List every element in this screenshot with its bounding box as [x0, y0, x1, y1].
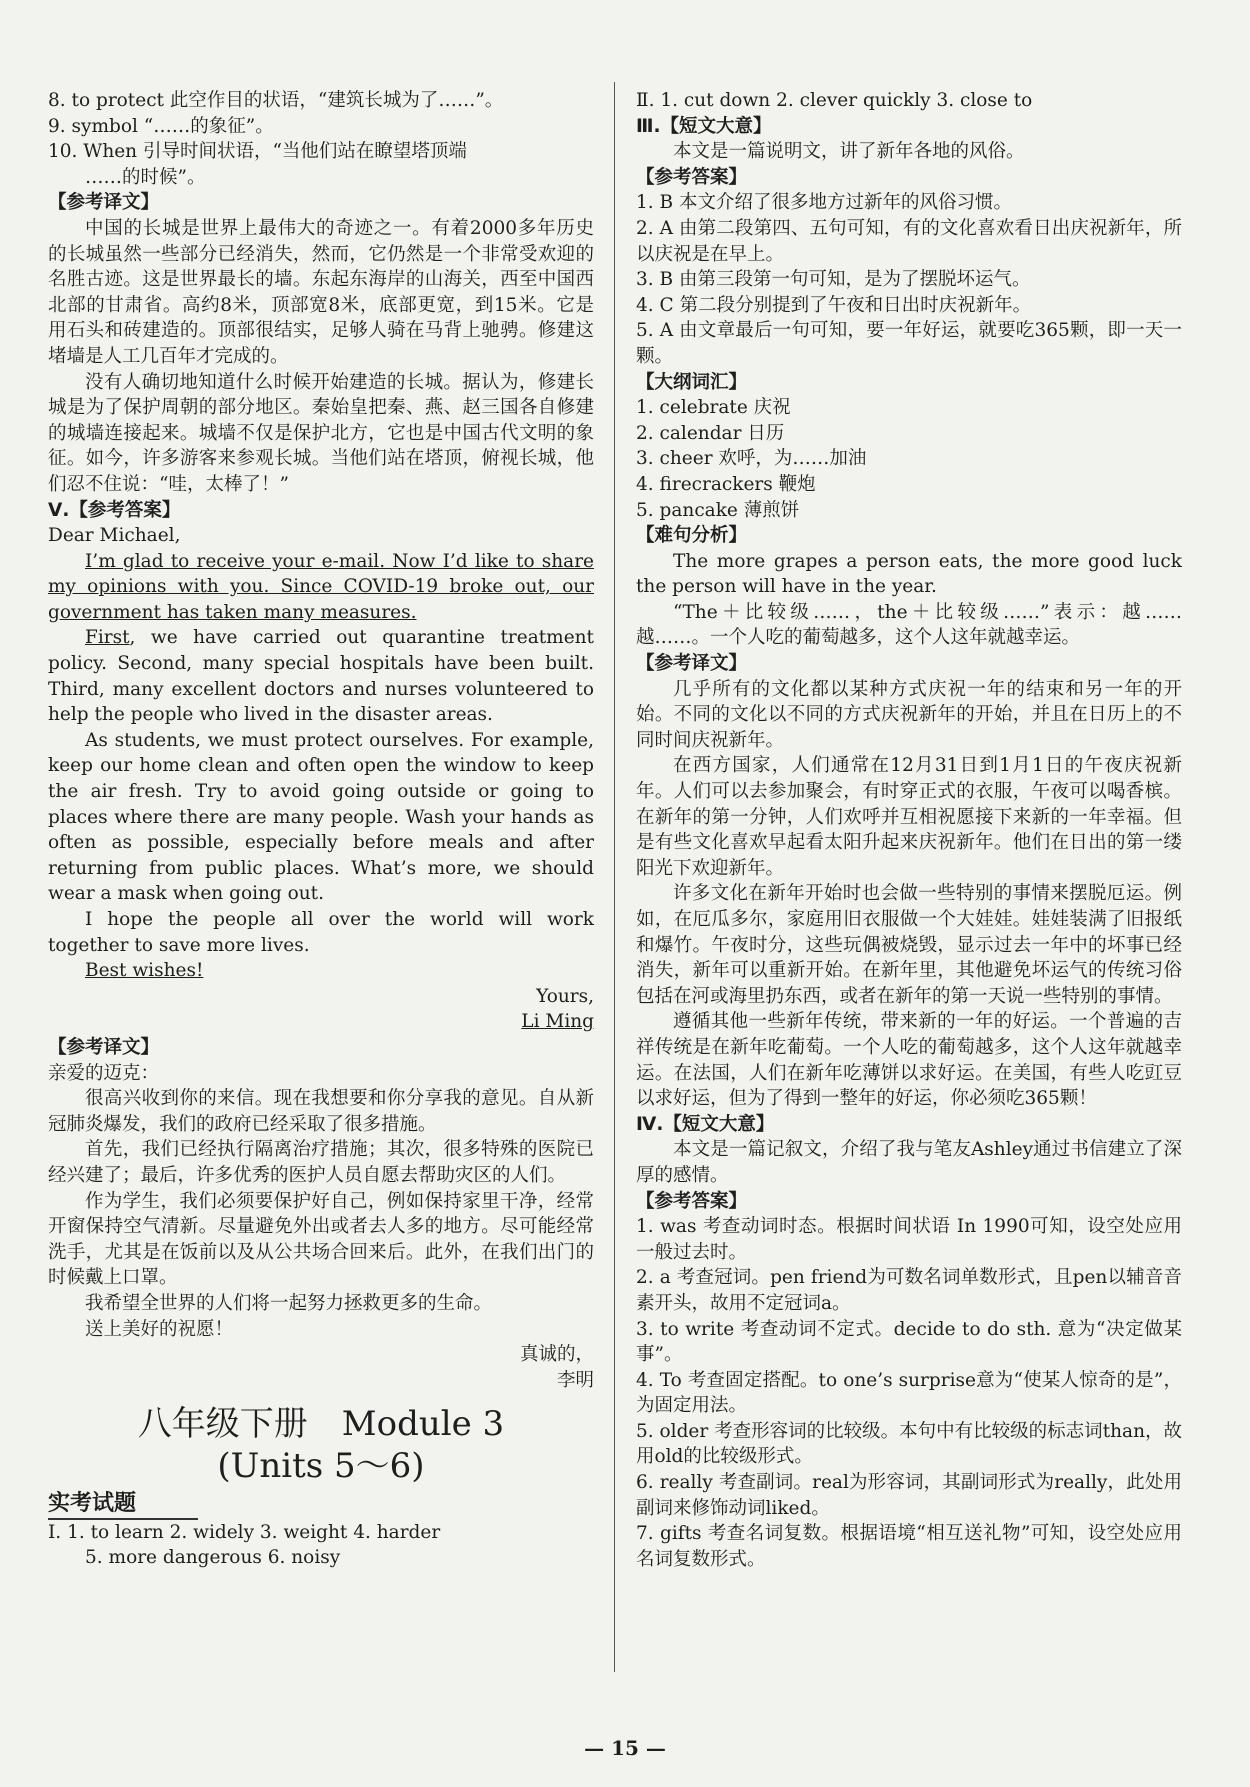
section-iii-answer-4: 4. C 第二段分别提到了午夜和日出时庆祝新年。	[636, 294, 1032, 316]
vocab-item: 1. celebrate 庆祝	[636, 397, 791, 419]
section-iv-answer-3: 3. to write 考查动词不定式。decide to do sth. 意为“决定做某事”。	[636, 1318, 1182, 1366]
letter-intro: I’m glad to receive your e-mail. Now I’d like to share my opinions with you. Since COVID-19 broke out, our government has taken many measures.	[48, 550, 594, 623]
translation-para-4: 遵循其他一些新年传统，带来新的一年的好运。一个普遍的吉祥传统是在新年吃葡萄。一个人吃的葡萄越多，这个人这年就越幸运。在法国，人们在新年吃薄饼以求好运。在美国，有些人吃豇豆以求好运，但为了得到一整年的好运，你必须吃365颗！	[636, 1011, 1182, 1110]
translation2-greeting: 亲爱的迈克：	[48, 1062, 160, 1084]
translation2-para-1: 很高兴收到你的来信。现在我想要和你分享我的意见。自从新冠肺炎爆发，我们的政府已经采取了很多措施。	[48, 1088, 594, 1135]
letter-para-3: As students, we must protect ourselves. For example, keep our home clean and often open the window to keep the air fresh. Try to avoid going outside or going to places where there are many people. Wash your hands as often as possible, especially before meals and after returning from public places. What’s more, we should wear a mask when going out.	[48, 729, 594, 905]
letter-first-word: First	[85, 627, 130, 649]
letter-sign-1: Yours,	[536, 985, 594, 1007]
column-divider	[614, 82, 615, 1672]
section-iii-answer-2: 2. A 由第二段第四、五句可知，有的文化喜欢看日出庆祝新年，所以庆祝是在早上。	[636, 217, 1182, 265]
translation-para-1: 几乎所有的文化都以某种方式庆祝一年的结束和另一年的开始。不同的文化以不同的方式庆祝新年的开始，并且在日历上的不同时间庆祝新年。	[636, 678, 1182, 751]
difficult-analysis: “The＋比较级……，the＋比较级……”表示：越……越……。一个人吃的葡萄越多，这个人这年就越幸运。	[636, 601, 1182, 649]
vocab-header: 【大纲词汇】	[636, 371, 748, 393]
note-8: 8. to protect 此空作目的状语，“建筑长城为了……”。	[48, 90, 504, 111]
module-title: 八年级下册 Module 3	[137, 1404, 505, 1445]
section-iv-answer-1: 1. was 考查动词时态。根据时间状语 In 1990可知，设空处应用一般过去时。	[636, 1216, 1182, 1263]
letter-para-2-text: , we have carried out quarantine treatment policy. Second, many special hospitals have been built. Third, many excellent doctors and nurses volunteered to help the people who lived in the disaster areas.	[48, 627, 594, 726]
page-number: — 15 —	[584, 1736, 666, 1760]
vocab-item: 5. pancake 薄煎饼	[636, 499, 800, 521]
letter-greeting: Dear Michael,	[48, 525, 181, 547]
translation-para-2: 在西方国家，人们通常在12月31日到1月1日的午夜庆祝新年。人们可以去参加聚会，有时穿正式的衣服，午夜可以喝香槟。在新年的第一分钟，人们欢呼并互相祝愿接下来新的一年幸福。但是有些文化喜欢早起看太阳升起来庆祝新年。他们在日出的第一缕阳光下欢迎新年。	[636, 755, 1182, 879]
translation-header: 【参考译文】	[636, 653, 748, 675]
section-iii-answer-5: 5. A 由文章最后一句可知，要一年好运，就要吃365颗，即一天一颗。	[636, 320, 1182, 367]
section-iv-answer-header: 【参考答案】	[636, 1190, 748, 1212]
letter-closing: Best wishes!	[85, 960, 204, 982]
note-10-cont: ……的时候”。	[85, 166, 206, 188]
vocab-item: 2. calendar 日历	[636, 422, 785, 444]
translation-para-3: 许多文化在新年开始时也会做一些特别的事情来摆脱厄运。例如，在厄瓜多尔，家庭用旧衣服做一个大娃娃。娃娃装满了旧报纸和爆竹。午夜时分，这些玩偶被烧毁，显示过去一年中的坏事已经消失，新年可以重新开始。在新年里，其他避免坏运气的传统习俗包括在河或海里扔东西，或者在新年的第一天说一些特别的事情。	[636, 883, 1182, 1007]
left-column	[48, 88, 594, 1571]
letter-para-2	[48, 625, 594, 727]
vocab-item: 4. firecrackers 鞭炮	[636, 473, 816, 495]
translation2-para-4: 我希望全世界的人们将一起努力拯救更多的生命。	[85, 1292, 493, 1314]
section-iv-summary: 本文是一篇记叙文，介绍了我与笔友Ashley通过书信建立了深厚的感情。	[636, 1139, 1182, 1186]
section-iii-header: Ⅲ.【短文大意】	[636, 115, 772, 137]
section-iv-answer-5: 5. older 考查形容词的比较级。本句中有比较级的标志词than，故用old的比较级形式。	[636, 1420, 1182, 1468]
section-iii-summary: 本文是一篇说明文，讲了新年各地的风俗。	[673, 141, 1025, 163]
right-column	[636, 88, 1182, 1572]
module-subtitle: (Units 5～6)	[217, 1446, 425, 1487]
letter-sign-2: Li Ming	[521, 1011, 594, 1033]
section-iii-answer-1: 1. B 本文介绍了很多地方过新年的风俗习惯。	[636, 192, 1013, 214]
vocab-item: 3. cheer 欢呼，为……加油	[636, 448, 867, 470]
translation1-para-2: 没有人确切地知道什么时候开始建造的长城。据认为，修建长城是为了保护周朝的部分地区。秦始皇把秦、燕、赵三国各自修建的城墙连接起来。城墙不仅是保护北方，它也是中国古代文明的象征。如今，许多游客来参观长城。当他们站在塔顶，俯视长城，他们忍不住说：“哇，太棒了！”	[48, 371, 594, 495]
section-iii-answer-3: 3. B 由第三段第一句可知，是为了摆脱坏运气。	[636, 269, 1031, 291]
answers-i-line-1: Ⅰ. 1. to learn 2. widely 3. weight 4. harder	[48, 1521, 441, 1543]
translation1-header: 【参考译文】	[48, 192, 160, 214]
note-9: 9. symbol “……的象征”。	[48, 115, 274, 137]
answers-ii: Ⅱ. 1. cut down 2. clever quickly 3. close to	[636, 90, 1033, 111]
section-iv-answer-7: 7. gifts 考查名词复数。根据语境“相互送礼物”可知，设空处应用名词复数形式。	[636, 1523, 1182, 1570]
translation1-para-1: 中国的长城是世界上最伟大的奇迹之一。有着2000多年历史的长城虽然一些部分已经消失，然而，它仍然是一个非常受欢迎的名胜古迹。这是世界最长的墙。东起东海岸的山海关，西至中国西北部的甘肃省。高约8米，顶部宽8米，底部更宽，到15米。它是用石头和砖建造的。顶部很结实，足够人骑在马背上驰骋。修建这堵墙是人工几百年才完成的。	[48, 217, 594, 367]
section-iii-answer-header: 【参考答案】	[636, 166, 748, 188]
difficult-header: 【难句分析】	[636, 525, 748, 547]
section-iv-answer-4: 4. To 考查固定搭配。to one’s surprise意为“使某人惊奇的是”，为固定用法。	[636, 1369, 1182, 1417]
note-10: 10. When 引导时间状语，“当他们站在瞭望塔顶端	[48, 141, 467, 163]
translation2-para-3: 作为学生，我们必须要保护好自己，例如保持家里干净，经常开窗保持空气清新。尽量避免外出或者去人多的地方。尽可能经常洗手，尤其是在饭前以及从公共场合回来后。此外，在我们出门的时候戴上口罩。	[48, 1190, 594, 1289]
translation2-header: 【参考译文】	[48, 1036, 160, 1058]
translation2-sign-2: 李明	[556, 1369, 594, 1391]
difficult-sentence: The more grapes a person eats, the more good luck the person will have in the year.	[636, 550, 1182, 598]
section-title: 实考试题	[48, 1491, 198, 1520]
section-iv-answer-2: 2. a 考查冠词。pen friend为可数名词单数形式，且pen以辅音音素开头，故用不定冠词a。	[636, 1267, 1182, 1314]
translation2-sign-1: 真诚的，	[519, 1344, 594, 1366]
translation2-para-2: 首先，我们已经执行隔离治疗措施；其次，很多特殊的医院已经兴建了；最后，许多优秀的医护人员自愿去帮助灾区的人们。	[48, 1139, 594, 1186]
answers-i-line-2: 5. more dangerous 6. noisy	[85, 1547, 341, 1569]
letter-para-4: I hope the people all over the world will work together to save more lives.	[48, 909, 594, 956]
section-iv-header: Ⅳ.【短文大意】	[636, 1113, 775, 1135]
translation2-para-5: 送上美好的祝愿！	[85, 1318, 234, 1340]
section-v-header: Ⅴ.【参考答案】	[48, 499, 181, 521]
section-iv-answer-6: 6. really 考查副词。real为形容词，其副词形式为really，此处用副词来修饰动词liked。	[636, 1472, 1182, 1519]
